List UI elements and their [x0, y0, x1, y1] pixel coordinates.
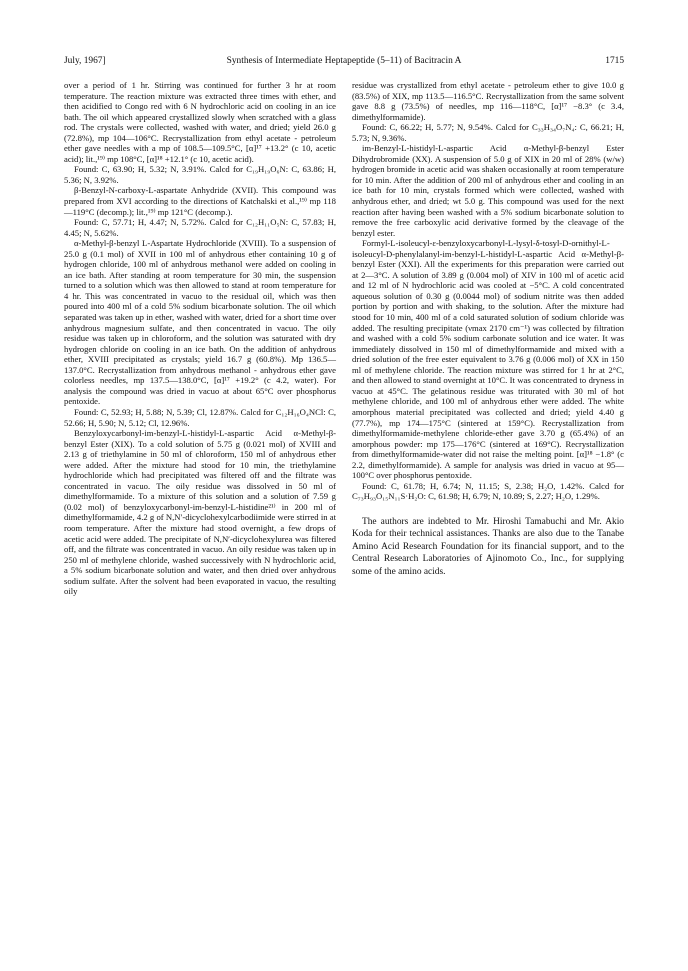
analysis-paragraph: Found: C, 61.78; H, 6.74; N, 11.15; S, 2.38; H₂O, 1.42%. Calcd for C₇₃H₉₃O₁₅N₁₁S·H₂O: C, 61.98; H, 6.79; N, 10.89; S, 2.27; H₂O, 1.29%.: [352, 480, 624, 502]
analysis-paragraph: Found: C, 66.22; H, 5.77; N, 9.54%. Calcd for C₃₃H₃₄O₇N₄: C, 66.21; H, 5.73; N, 9.36%.: [352, 122, 624, 143]
running-title: Synthesis of Intermediate Heptapeptide (5–11) of Bacitracin A: [226, 56, 462, 66]
paragraph: residue was crystallized from ethyl acetate - petroleum ether to give 10.0 g (83.5%) of XIX, mp 113.5—116.5°C. Recrystallization from the same solvent gave 8.8 g (73.5%) of needles, mp 116—118°C, [α]¹⁷ −8.3° (c 3.4, dimethylformamide).: [352, 80, 624, 122]
analysis-paragraph: Found: C, 52.93; H, 5.88; N, 5.39; Cl, 12.87%. Calcd for C₁₂H₁₆O₄NCl: C, 52.66; H, 5.90; N, 5.12; Cl, 12.96%.: [64, 406, 336, 428]
analysis-paragraph: Found: C, 63.90; H, 5.32; N, 3.91%. Calcd for C₁₉H₁₉O₆N: C, 63.86; H, 5.36; N, 3.92%.: [64, 164, 336, 185]
left-column: [64, 80, 336, 597]
running-header: [64, 56, 624, 70]
paragraph: Formyl-L-isoleucyl-ε-benzyloxycarbonyl-L-lysyl-δ-tosyl-D-ornithyl-L-isoleucyl-D-phenylalanyl-im-benzyl-L-histidyl-L-aspartic Acid α-Methyl-β-benzyl Ester (XXI). All the experiments for this preparation were carried out at 2—3°C. A solution of 3.89 g (0.004 mol) of XIV in 100 ml of acetic acid and 12 ml of N hydrochloric acid was cooled at −5°C. A cold concentrated aqueous solution of 0.30 g (0.0044 mol) of sodium nitrite was then added portion by portion and with shaking, to the solution. After the mixture had stood for 10 min, 400 ml of a cold saturated solution of sodium chloride was added. The resulting precipitate (νmax 2170 cm⁻¹) was collected by filtration and washed with a cold 5% sodium carbonate solution and ice water. It was immediately dissolved in 150 ml of dimethylformamide and mixed with a dried solution of the free ester equivalent to 3.76 g (0.006 mol) of XX in 150 ml of methylene chloride. The reaction mixture was stirred for 1 hr at 2°C, and then allowed to stand overnight at 10°C. It was concentrated to dryness in vacuo at 45°C. The gelatinous residue was triturated with 30 ml of hot methylene chloride, and 100 ml of anhydrous ether were added. The white amorphous material precipitated was collected and dried; yield 4.40 g (77.7%), mp 174—175°C (sintered at 159°C). Recrystallization from dimethylformamide-methylene chloride-ether gave 3.70 g (65.4%) of an amorphous powder: mp 175—176°C (sintered at 169°C). Recrystallization from dimethylformamide-water did not raise the melting point. [α]¹⁸ −1.8° (c 2.2, dimethylformamide). A sample for analysis was dried in vacuo at 95—100°C over phosphorus pentoxide.: [352, 238, 624, 481]
page-number: 1715: [605, 56, 624, 66]
acknowledgement: The authors are indebted to Mr. Hiroshi Tamabuchi and Mr. Akio Koda for their technical assistances. Thanks are also due to the Tanabe Amino Acid Research Foundation for its financial support, and to the Central Research Laboratories of Ajinomoto Co., Inc., for supplying some of the amino acids.: [352, 516, 624, 577]
paragraph: im-Benzyl-L-histidyl-L-aspartic Acid α-Methyl-β-benzyl Ester Dihydrobromide (XX). A suspension of 5.0 g of XIX in 20 ml of 28% (w/w) hydrogen bromide in acetic acid was shaken occasionally at room temperature for 10 min. After the addition of 200 ml of anhydrous ether and cooling in an ice bath for 10 min, crystals formed which were collected, washed with anhydrous ether, and dried; wt 5.0 g. This compound was used for the next reaction after having been washed with a 5% sodium bicarbonate solution to remove the free carboxylic acid derivative formed by the cleavage of the benzyl ester.: [352, 143, 624, 238]
paragraph: β-Benzyl-N-carboxy-L-aspartate Anhydride (XVII). This compound was prepared from XVI according to the directions of Katchalski et al.,¹⁹⁾ mp 118—119°C (decomp.); lit.,¹⁹⁾ mp 121°C (decomp.).: [64, 185, 336, 217]
issue-date: July, 1967]: [64, 56, 106, 66]
paragraph: over a period of 1 hr. Stirring was continued for further 3 hr at room temperature. The reaction mixture was extracted three times with ether, and then acidified to Congo red with 6 N hydrochloric acid on cooling in an ice bath. The oil which appeared crystallized slowly when scratched with a glass rod. The crystals were collected, washed with water, and dried; yield 26.0 g (72.8%), mp 104—106°C. Recrystallization from ethyl acetate - petroleum ether gave needles with a mp of 108.5—109.5°C, [α]¹⁷ +13.2° (c 10, acetic acid); lit.,¹⁹⁾ mp 108°C, [α]¹⁸ +12.1° (c 10, acetic acid).: [64, 80, 336, 164]
analysis-paragraph: Found: C, 57.71; H, 4.47; N, 5.72%. Calcd for C₁₂H₁₁O₅N: C, 57.83; H, 4.45; N, 5.62%.: [64, 217, 336, 238]
paragraph: Benzyloxycarbonyl-im-benzyl-L-histidyl-L-aspartic Acid α-Methyl-β-benzyl Ester (XIX). To a cold solution of 5.75 g (0.021 mol) of XVIII and 2.13 g of triethylamine in 50 ml of chloroform, 150 ml of anhydrous ether were added. After the mixture had stood for 10 min, the triethylamine hydrochloride which had precipitated was filtered off and the filtrate was concentrated in vacuo. The oily residue was dissolved in 50 ml of dimethylformamide. To a mixture of this solution and a solution of 7.59 g (0.02 mol) of benzyloxycarbonyl-im-benzyl-L-histidine²¹⁾ in 200 ml of dimethylformamide, 4.2 g of N,N′-dicyclohexylcarbodiimide were stirred in at room temperature. After the mixture had stood overnight, a few drops of acetic acid were added. The precipitate of N,N′-dicyclohexylurea was filtered off, and the filtrate was concentrated in vacuo. An oily residue was taken up in 250 ml of methylene chloride, washed successively with N hydrochloric acid, a 5% sodium bicarbonate solution and water, and then dried over anhydrous sodium sulfate. After the solvent had been evaporated in vacuo, the resulting oily: [64, 428, 336, 597]
paragraph: α-Methyl-β-benzyl L-Aspartate Hydrochloride (XVIII). To a suspension of 25.0 g (0.1 mol) of XVII in 100 ml of anhydrous ether containing 10 g of hydrogen chloride, 100 ml of anhydrous methanol were added on cooling in an ice bath. After standing at room temperature for 30 min, the suspension turned to a solution which was then allowed to stand at room temperature for 4 hr. This was concentrated in vacuo to the residual oil, which was then poured into 400 ml of a cold 5% sodium bicarbonate solution. The oil which separated was taken up in ether, washed with water, dried for a short time over anhydrous magnesium sulfate, and then concentrated in vacuo. The oily residue was taken up in chloroform, and the solution was saturated with dry hydrogen chloride on cooling in an ice bath. On the addition of anhydrous ether, XVIII precipitated as crystals; yield 16.7 g (60.8%). Mp 136.5—137.0°C. Recrystallization from anhydrous methanol - anhydrous ether gave colorless needles, mp 137.5—138.0°C, [α]¹⁷ +19.2° (c 4.2, water). For analysis the compound was dried in vacuo at about 65°C over phosphorus pentoxide.: [64, 238, 336, 407]
right-column: [352, 80, 624, 578]
